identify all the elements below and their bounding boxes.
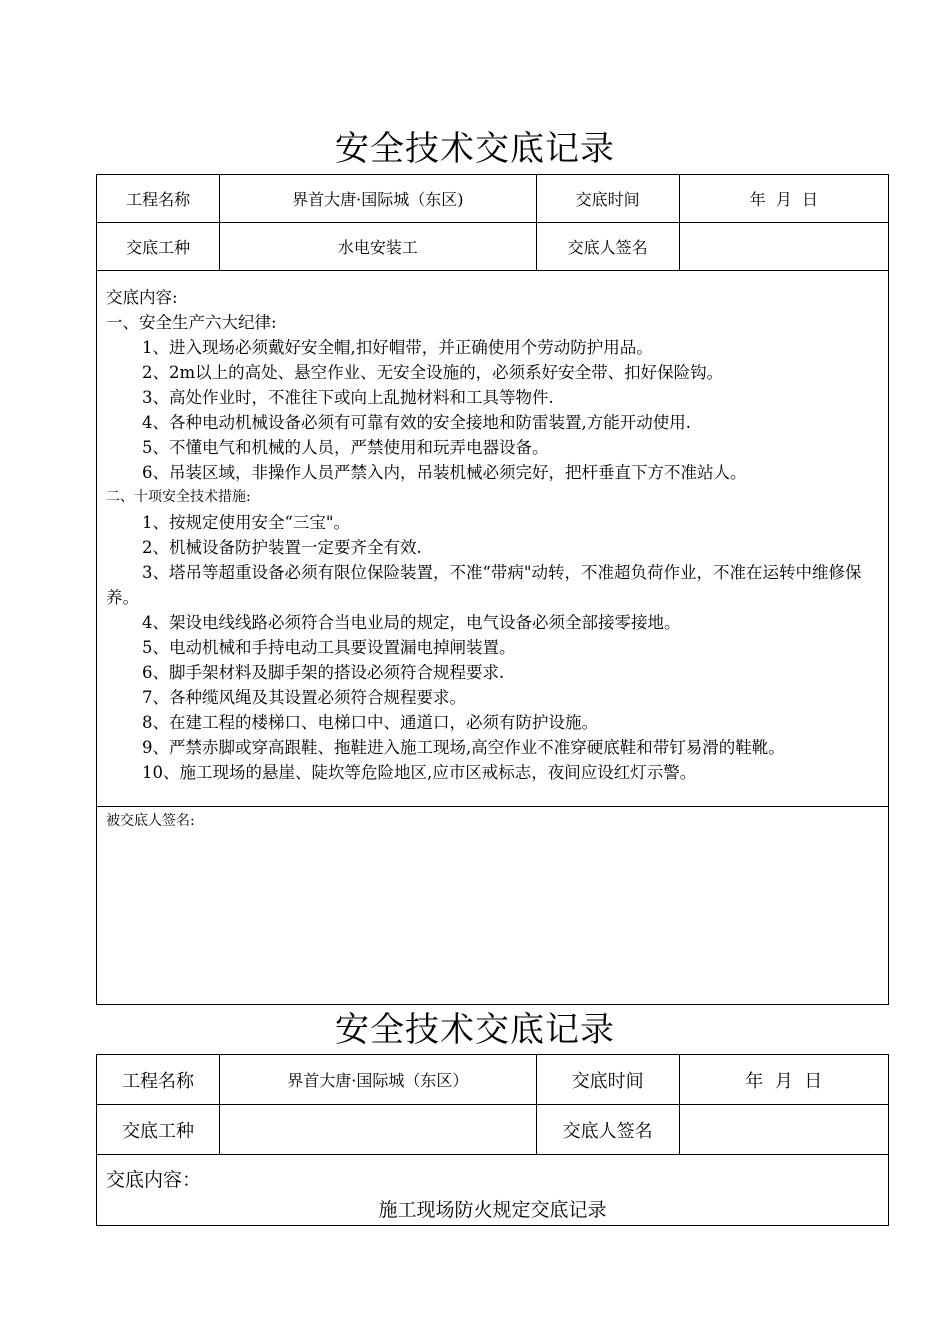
briefing-time-value: 年 月 日 [679,1055,888,1105]
trade-label: 交底工种 [97,223,220,271]
briefing-time-label: 交底时间 [536,1055,679,1105]
trade-value: 水电安装工 [220,223,536,271]
trade-label: 交底工种 [97,1105,220,1155]
project-name-value: 界首大唐·国际城（东区） [220,1055,536,1105]
project-name-label: 工程名称 [97,1055,220,1105]
section2-item: 1、按规定使用安全“三宝"。 [142,513,351,532]
briefing-time-label: 交底时间 [536,175,679,223]
record1-table [96,174,889,1005]
recipient-signature-label: 被交底人签名: [106,813,195,829]
content-subtitle: 施工现场防火规定交底记录 [378,1199,607,1221]
section2-item: 9、严禁赤脚或穿高跟鞋、拖鞋进入施工现场,高空作业不准穿硬底鞋和带钉易滑的鞋靴。 [142,738,785,757]
section1-item: 6、吊装区域，非操作人员严禁入内，吊装机械必须完好，把杆垂直下方不准站人。 [142,463,747,482]
section1-title: 一、安全生产六大纪律: [106,313,277,332]
briefing-content [97,1155,889,1226]
recipient-signature-area[interactable] [97,807,889,1005]
briefing-content [97,271,889,807]
briefer-signature-value [679,1105,888,1155]
section2-item: 2、机械设备防护装置一定要齐全有效. [142,538,422,557]
section1-item: 2、2m以上的高处、悬空作业、无安全设施的，必须系好安全带、扣好保险钩。 [142,363,724,382]
briefer-signature-label: 交底人签名 [536,223,679,271]
content-label: 交底内容: [106,288,178,307]
section1-item: 3、高处作业时，不准往下或向上乱抛材料和工具等物件. [142,388,554,407]
briefer-signature-value [679,223,888,271]
section2-item: 6、脚手架材料及脚手架的搭设必须符合规程要求. [142,663,505,682]
content-label: 交底内容： [106,1169,202,1191]
briefer-signature-label: 交底人签名 [536,1105,679,1155]
section2-item: 7、各种缆风绳及其设置必须符合规程要求。 [142,688,466,707]
section2-item: 5、电动机械和手持电动工具要设置漏电掉闸装置。 [142,638,516,657]
project-name-label: 工程名称 [97,175,220,223]
record1-title: 安全技术交底记录 [335,129,615,169]
project-name-value: 界首大唐·国际城（东区) [220,175,536,223]
section1-item: 5、不懂电气和机械的人员，严禁使用和玩弄电器设备。 [142,438,549,457]
section2-item: 10、施工现场的悬崖、陡坎等危险地区,应市区戒标志，夜间应设红灯示警。 [142,763,697,782]
briefing-time-value: 年 月 日 [679,175,888,223]
record2-table [96,1054,889,1226]
section1-item: 4、各种电动机械设备必须有可靠有效的安全接地和防雷装置,方能开动使用. [142,413,691,432]
section2-item: 8、在建工程的楼梯口、电梯口中、通道口，必须有防护设施。 [142,713,598,732]
section2-title: 二、十项安全技术措施: [106,489,251,505]
section2-item: 4、架设电线线路必须符合当电业局的规定，电气设备必须全部接零接地。 [142,613,681,632]
section1-item: 1、进入现场必须戴好安全帽,扣好帽带，并正确使用个劳动防护用品。 [142,338,653,357]
trade-value [220,1105,536,1155]
section2-item: 3、塔吊等超重设备必须有限位保险装置，不准“带病"动转，不准超负荷作业，不准在运转中维修保养。 [106,563,862,607]
record2-title: 安全技术交底记录 [335,1010,615,1050]
